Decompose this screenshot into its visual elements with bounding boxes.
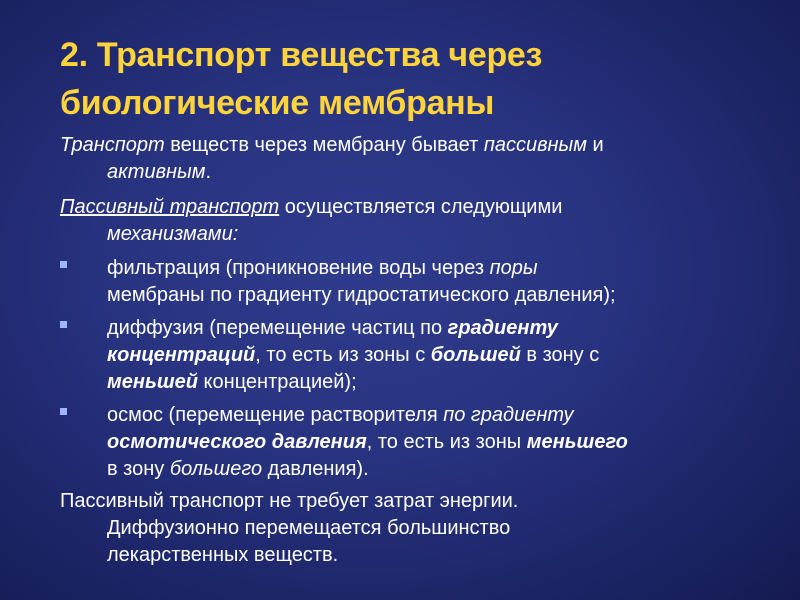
diffusion-concentrations: концентраций bbox=[107, 344, 256, 366]
text-period: . bbox=[205, 161, 212, 183]
osmosis-text-4: давления). bbox=[262, 458, 369, 480]
text-passive-transport: Пассивный транспорт bbox=[60, 196, 280, 218]
title-line-2: биологические мембраны bbox=[60, 84, 495, 122]
diffusion-text-1: диффузия (перемещение частиц по bbox=[107, 317, 448, 339]
diffusion-lesser: меньшей bbox=[107, 371, 198, 393]
paragraph-transport-types bbox=[60, 132, 760, 186]
title-line-1: 2. Транспорт вещества через bbox=[60, 36, 543, 74]
text-and: и bbox=[586, 134, 604, 156]
bullet-square-icon bbox=[60, 261, 67, 268]
conclusion-line-3: лекарственных веществ. bbox=[107, 544, 339, 566]
paragraph-passive-mechanisms bbox=[60, 194, 760, 248]
filtration-text-2: мембраны по градиенту гидростатического давления); bbox=[107, 284, 616, 306]
diffusion-gradient: градиенту bbox=[447, 317, 558, 339]
osmosis-lesser: меньшего bbox=[526, 431, 628, 453]
diffusion-text-3: в зону с bbox=[520, 344, 600, 366]
conclusion-line-1: Пассивный транспорт не требует затрат энергии. bbox=[60, 490, 519, 512]
bullet-osmosis bbox=[60, 402, 760, 483]
filtration-pores: поры bbox=[489, 257, 538, 279]
osmosis-text-2: , то есть из зоны bbox=[366, 431, 527, 453]
text-through-membrane: веществ через мембрану бывает bbox=[164, 134, 484, 156]
osmosis-text-3: в зону bbox=[107, 458, 170, 480]
osmosis-greater: большего bbox=[169, 458, 263, 480]
text-transport: Транспорт bbox=[60, 134, 165, 156]
bullet-filtration bbox=[60, 255, 760, 309]
filtration-text-1: фильтрация (проникновение воды через bbox=[107, 257, 490, 279]
osmosis-text-1: осмос (перемещение растворителя bbox=[107, 404, 444, 426]
text-active: активным bbox=[107, 161, 206, 183]
bullet-diffusion bbox=[60, 315, 760, 396]
diffusion-text-4: концентрацией); bbox=[198, 371, 357, 393]
slide-title bbox=[60, 31, 760, 127]
bullet-square-icon bbox=[60, 321, 67, 328]
bullet-square-icon bbox=[60, 408, 67, 415]
osmosis-gradient: по градиенту bbox=[443, 404, 574, 426]
paragraph-conclusion bbox=[60, 488, 760, 569]
conclusion-line-2: Диффузионно перемещается большинство bbox=[107, 517, 511, 539]
text-mechanisms: механизмами: bbox=[107, 223, 239, 245]
diffusion-text-2: , то есть из зоны с bbox=[255, 344, 431, 366]
text-carried-out: осуществляется следующими bbox=[279, 196, 563, 218]
diffusion-greater: большей bbox=[430, 344, 521, 366]
slide-body bbox=[60, 132, 760, 569]
osmosis-pressure: осмотического давления bbox=[107, 431, 367, 453]
text-passive: пассивным bbox=[483, 134, 587, 156]
